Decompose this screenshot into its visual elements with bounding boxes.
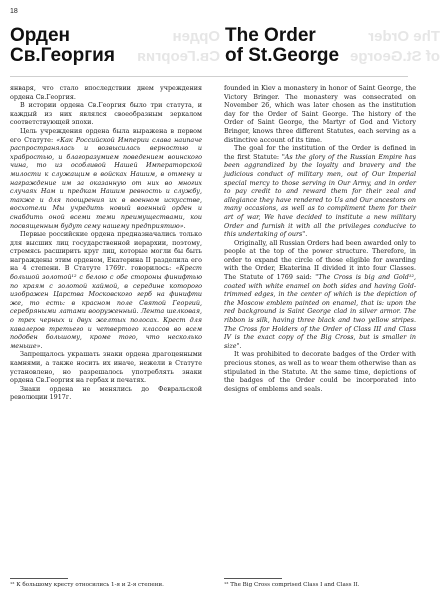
footnote-divider-en xyxy=(224,578,282,579)
footnote-en: ¹² The Big Cross comprised Class I and Class II. xyxy=(224,582,360,588)
en-statute-quote-2: "The Cross is big and Gold¹², coated with white enamel on both sides and having Gold-trimmed edges, in the center of which is the depiction of the Moscow emblem painted on enamel, that is: upon the red background is Saint George clad in silver armor. The ribbon is silk, having three black and two yellow stripes. The Cross for Holders of the Order of Class III and Class IV is the exact copy of the Big Cross, but is smaller in size". xyxy=(224,273,417,350)
en-paragraph-4: It was prohibited to decorate badges of the Order with precious stones, as well as to wear them otherwise than as stipulated in the Statute. At the same time, depictions of the badges of the Order could be incorporated into designs of emblems and seals. xyxy=(224,350,416,393)
ru-paragraph-6: Знаки ордена не менялись до Февральской революции 1917г. xyxy=(10,384,202,402)
en-paragraph-1: founded in Kiev a monastery in honor of Saint George, the Victory Bringer. The monastery was consecrated on November 26, which was later chosen as the institution day for the Order of Saint George. The history of the Order of Saint George, the Martyr of God and Victory Bringer, knows three different Statutes, each serving as a distinctive account of its time. xyxy=(224,84,416,144)
footnote-divider-ru xyxy=(10,578,68,579)
ghost-title-ru: Орден Св.Георгия xyxy=(137,28,220,65)
title-ru: Орден Св.Георгия xyxy=(10,25,115,66)
header-divider xyxy=(10,76,408,77)
english-column xyxy=(224,84,416,393)
en-paragraph-2 xyxy=(224,144,416,239)
ru-paragraph-3-intro: Цель учреждения ордена была выражена в первом его Статуте: xyxy=(10,126,202,144)
ru-statute-quote-2: «Крест большой золотой¹² с белою с обе стороны финифтью по краям с золотой каймой, в середине которого изображен Царства Московского герб на финифти же, то есть: в красном поле Святой Георгий, серебряными латами вооруженный. Лента шелковая, о трех черных и двух желтых полосах. Крест для кавалеров третьего и четвертого классов во всем подобен большому, кроме того, что несколько меньше». xyxy=(10,264,202,350)
ru-paragraph-2: В истории ордена Св.Георгия было три статута, и каждый из них являлся своеобразным зеркалом соответствующей эпохи. xyxy=(10,101,202,127)
en-paragraph-3 xyxy=(224,239,416,351)
ru-paragraph-4-intro: Первые российские ордена предназначались только для высших лиц государственной иерархии, поэтому, стремясь расширить круг лиц, которые могли бы быть награждены этим орденом, Екатерина II разделила его на 4 степени. В Статуте 1769г. говорилось: xyxy=(10,230,202,273)
ru-paragraph-1: января, что стало впоследствии днем учреждения ордена Св.Георгия. xyxy=(10,84,202,101)
ghost-title-en: The Order of St.George xyxy=(349,28,440,65)
en-paragraph-2-intro: The goal for the institution of the Order is defined in the first Statute: xyxy=(224,144,416,161)
ru-paragraph-5: Запрещалось украшать знаки ордена драгоценными камнями, а также носить их иначе, нежели в Статуте установлено, но разрешалось употреблять знаки ордена Св.Георгия на гербах и печатях. xyxy=(10,350,202,385)
en-paragraph-3-intro: Originally, all Russian Orders had been awarded only to people at the top of the power structure. Therefore, in order to expand the circle of those eligible for awarding with the Order, Ekaterina II divided it into four Classes. The Statute of 1769 said: xyxy=(224,238,416,282)
title-en: The Order of St.George xyxy=(225,25,340,66)
ru-statute-quote-1: «Как Российской Империи слава наипаче распространялась и возвысилась верностью и храбростью, и благоразумием поведением воинского чина, то из особливой Нашей Императорской милости к служащим в войсках Нашим, в отмену и награждение им за оказанную от них во многих случаях Нам и предкам Нашим ревность и службу, также и для поощрения их в военном искусстве, восхотели Мы учредить новый военный орден и снабдить оной всеми теми преимуществами, кои посвященным будут сему нашему предприятию». xyxy=(10,135,203,230)
page-number: 18 xyxy=(10,8,18,15)
ru-paragraph-4 xyxy=(10,230,202,350)
ru-paragraph-3 xyxy=(10,127,202,230)
russian-column xyxy=(10,84,202,402)
footnote-ru: ¹² К большому кресту относились 1-я и 2-я степени. xyxy=(10,582,164,588)
en-statute-quote-1: "As the glory of the Russian Empire has been aggrandized by the loyalty and bravery and the judicious conduct of military men, out of Our Imperial special mercy to those serving in Our Army, and in order to pay credit to and reward them for their zeal and allegiance they have rendered to Us and Our ancestors on many occasions, as well as to compliment them for their art of war, We have decided to institute a new military Order and furnish it with all the privileges conducive to this undertaking of ours". xyxy=(224,152,416,239)
